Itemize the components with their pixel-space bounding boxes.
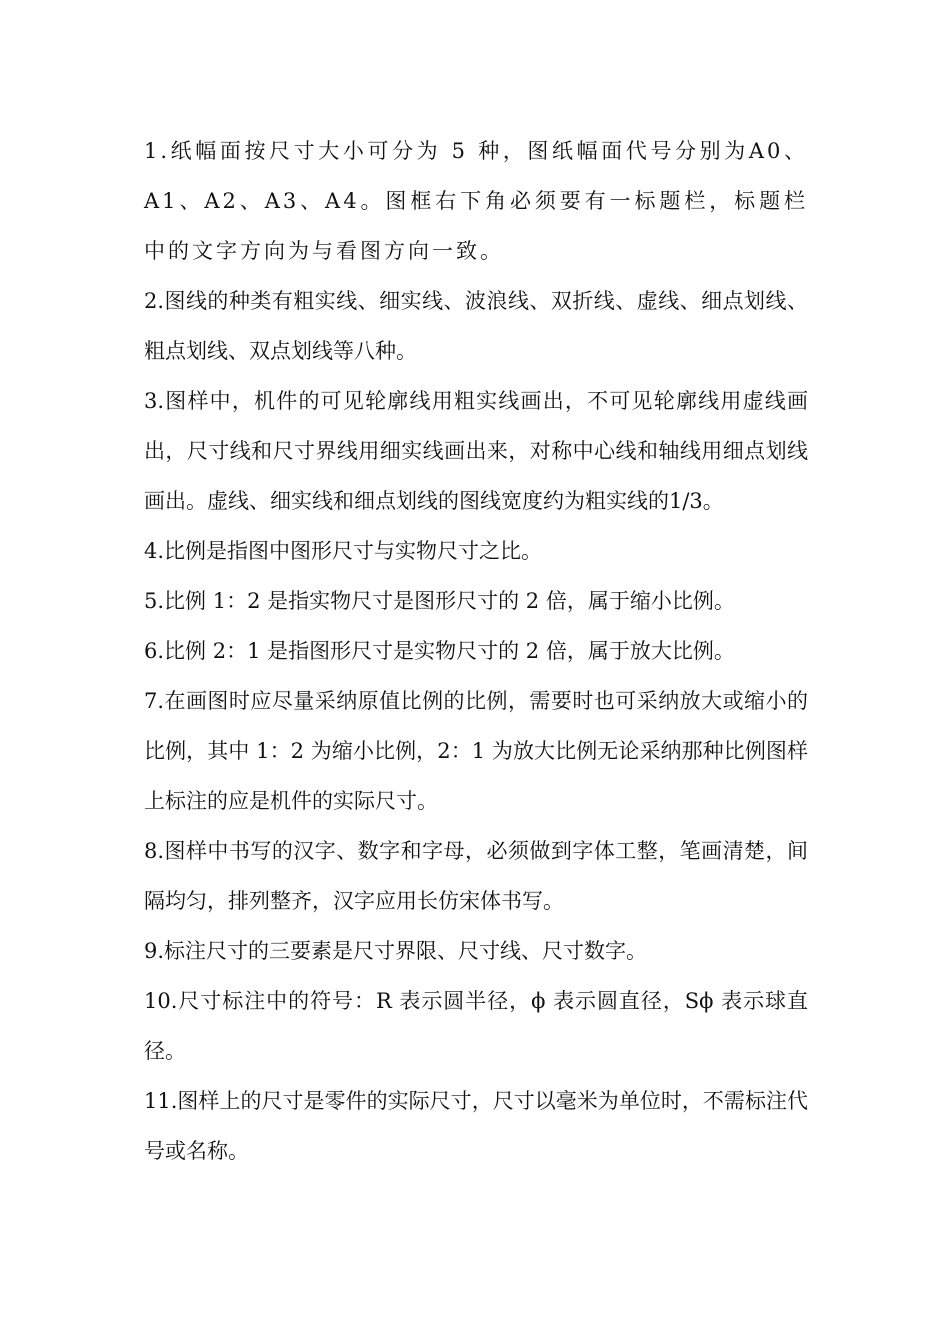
paragraph-4: 4.比例是指图中图形尺寸与实物尺寸之比。 — [144, 539, 543, 563]
paragraph-5: 5.比例 1：2 是指实物尺寸是图形尺寸的 2 倍，属于缩小比例。 — [144, 589, 735, 613]
paragraph-1: 1.纸幅面按尺寸大小可分为 5 种，图纸幅面代号分别为A0、A1、A2、A3、A4。图框右下角必须要有一标题栏，标题栏中的文字方向为与看图方向一致。 — [144, 139, 808, 263]
paragraph-11: 11.图样上的尺寸是零件的实际尺寸，尺寸以毫米为单位时，不需标注代号或名称。 — [144, 1089, 808, 1163]
document-body — [144, 126, 808, 1176]
paragraph-2: 2.图线的种类有粗实线、细实线、波浪线、双折线、虚线、细点划线、粗点划线、双点划线等八种。 — [144, 289, 808, 363]
paragraph-9: 9.标注尺寸的三要素是尺寸界限、尺寸线、尺寸数字。 — [144, 939, 648, 963]
paragraph-7: 7.在画图时应尽量采纳原值比例的比例，需要时也可采纳放大或缩小的比例，其中 1：2 为缩小比例，2：1 为放大比例无论采纳那种比例图样上标注的应是机件的实际尺寸。 — [144, 689, 808, 813]
paragraph-10: 10.尺寸标注中的符号：R 表示圆半径，ϕ 表示圆直径，Sϕ 表示球直径。 — [144, 989, 808, 1063]
paragraph-8: 8.图样中书写的汉字、数字和字母，必须做到字体工整，笔画清楚，间隔均匀，排列整齐，汉字应用长仿宋体书写。 — [144, 839, 808, 913]
paragraph-3: 3.图样中，机件的可见轮廓线用粗实线画出，不可见轮廓线用虚线画出，尺寸线和尺寸界线用细实线画出来，对称中心线和轴线用细点划线画出。虚线、细实线和细点划线的图线宽度约为粗实线的1/3。 — [144, 389, 808, 513]
paragraph-6: 6.比例 2：1 是指图形尺寸是实物尺寸的 2 倍，属于放大比例。 — [144, 639, 735, 663]
